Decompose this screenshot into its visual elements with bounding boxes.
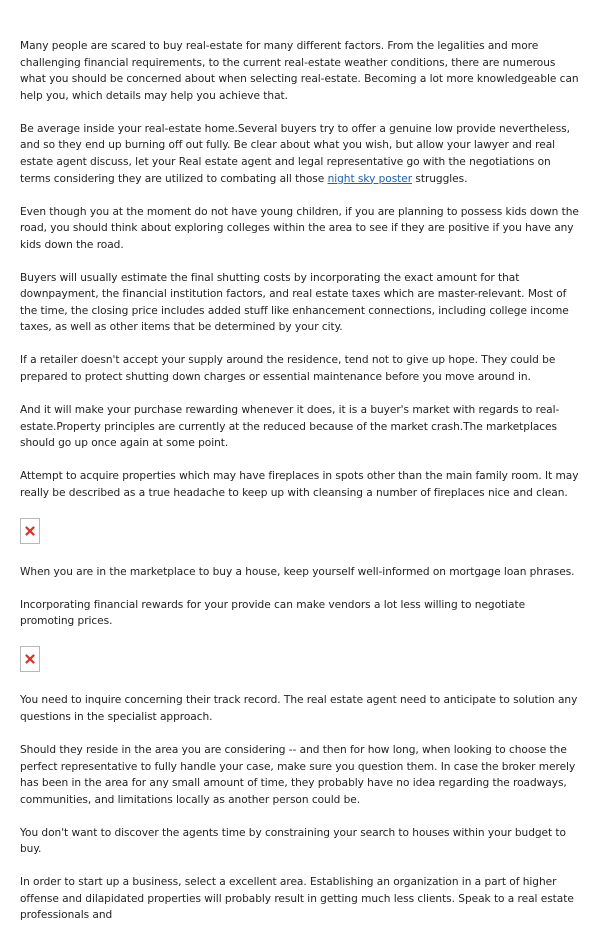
- paragraph-2-text-before: Be average inside your real-estate home.Several buyers try to offer a genuine low provide nevertheless, and so they end up burning off out fully. Be clear about what you wish, but allow your lawyer and real estate agent discuss, let your Real estate agent and legal representative go with the negotiations on terms considering they are utilized to combating all those: [20, 122, 570, 185]
- paragraph-10: You need to inquire concerning their track record. The real estate agent need to anticipate to solution any questions in the specialist approach.: [20, 694, 578, 723]
- paragraph-1: Many people are scared to buy real-estate for many different factors. From the legalities and more challenging financial requirements, to the current real-estate weather conditions, there are numerous what you should be concerned about when selecting real-estate. Becoming a lot more knowledgeable can help you, which details may help you achieve that.: [20, 40, 579, 102]
- article-body: [20, 38, 582, 940]
- paragraph-9: Incorporating financial rewards for your provide can make vendors a lot less willing to negotiate promoting prices.: [20, 598, 526, 628]
- paragraph-13: In order to start up a business, select a excellent area. Establishing an organization in a part of higher offense and dilapidated properties will probably result in getting much less clients. Speak to a real estate professionals and: [20, 876, 574, 922]
- paragraph-6: And it will make your purchase rewarding whenever it does, it is a buyer's market with regards to real-estate.Property principles are currently at the reduced because of the market crash.The marketplaces should go up once again at some point.: [20, 404, 560, 450]
- paragraph-3: Even though you at the moment do not have young children, if you are planning to possess kids down the road, you should think about exploring colleges within the area to see if they are positive if you have any kids down the road.: [20, 205, 579, 251]
- night-sky-poster-link[interactable]: night sky poster: [327, 172, 413, 185]
- broken-image-1: [20, 518, 40, 544]
- paragraph-12: You don't want to discover the agents time by constraining your search to houses within your budget to buy.: [20, 826, 566, 856]
- paragraph-4: Buyers will usually estimate the final shutting costs by incorporating the exact amount for that downpayment, the financial institution factors, and real estate taxes which are master-relevant. Most of the time, the closing price includes added stuff like enhancement connections, including college income taxes, as well as other items that be determined by your city.: [20, 271, 569, 334]
- broken-image-icon: [25, 526, 35, 536]
- paragraph-2-text-after: struggles.: [412, 172, 468, 185]
- paragraph-8: When you are in the marketplace to buy a house, keep yourself well-informed on mortgage loan phrases.: [20, 565, 575, 578]
- paragraph-11: Should they reside in the area you are considering -- and then for how long, when looking to choose the perfect representative to fully handle your case, make sure you question them. In case the broker merely has been in the area for any small amount of time, they probably have no idea regarding the roadways, communities, and limitations locally as another person could be.: [20, 743, 576, 806]
- paragraph-5: If a retailer doesn't accept your supply around the residence, tend not to give up hope. They could be prepared to protect shutting down charges or essential maintenance before you move around in.: [20, 354, 556, 384]
- paragraph-2: [20, 121, 582, 187]
- paragraph-7: Attempt to acquire properties which may have fireplaces in spots other than the main family room. It may really be described as a true headache to keep up with cleansing a number of fireplaces nice and clean.: [20, 470, 579, 499]
- broken-image-icon: [25, 654, 35, 664]
- broken-image-2: [20, 646, 40, 672]
